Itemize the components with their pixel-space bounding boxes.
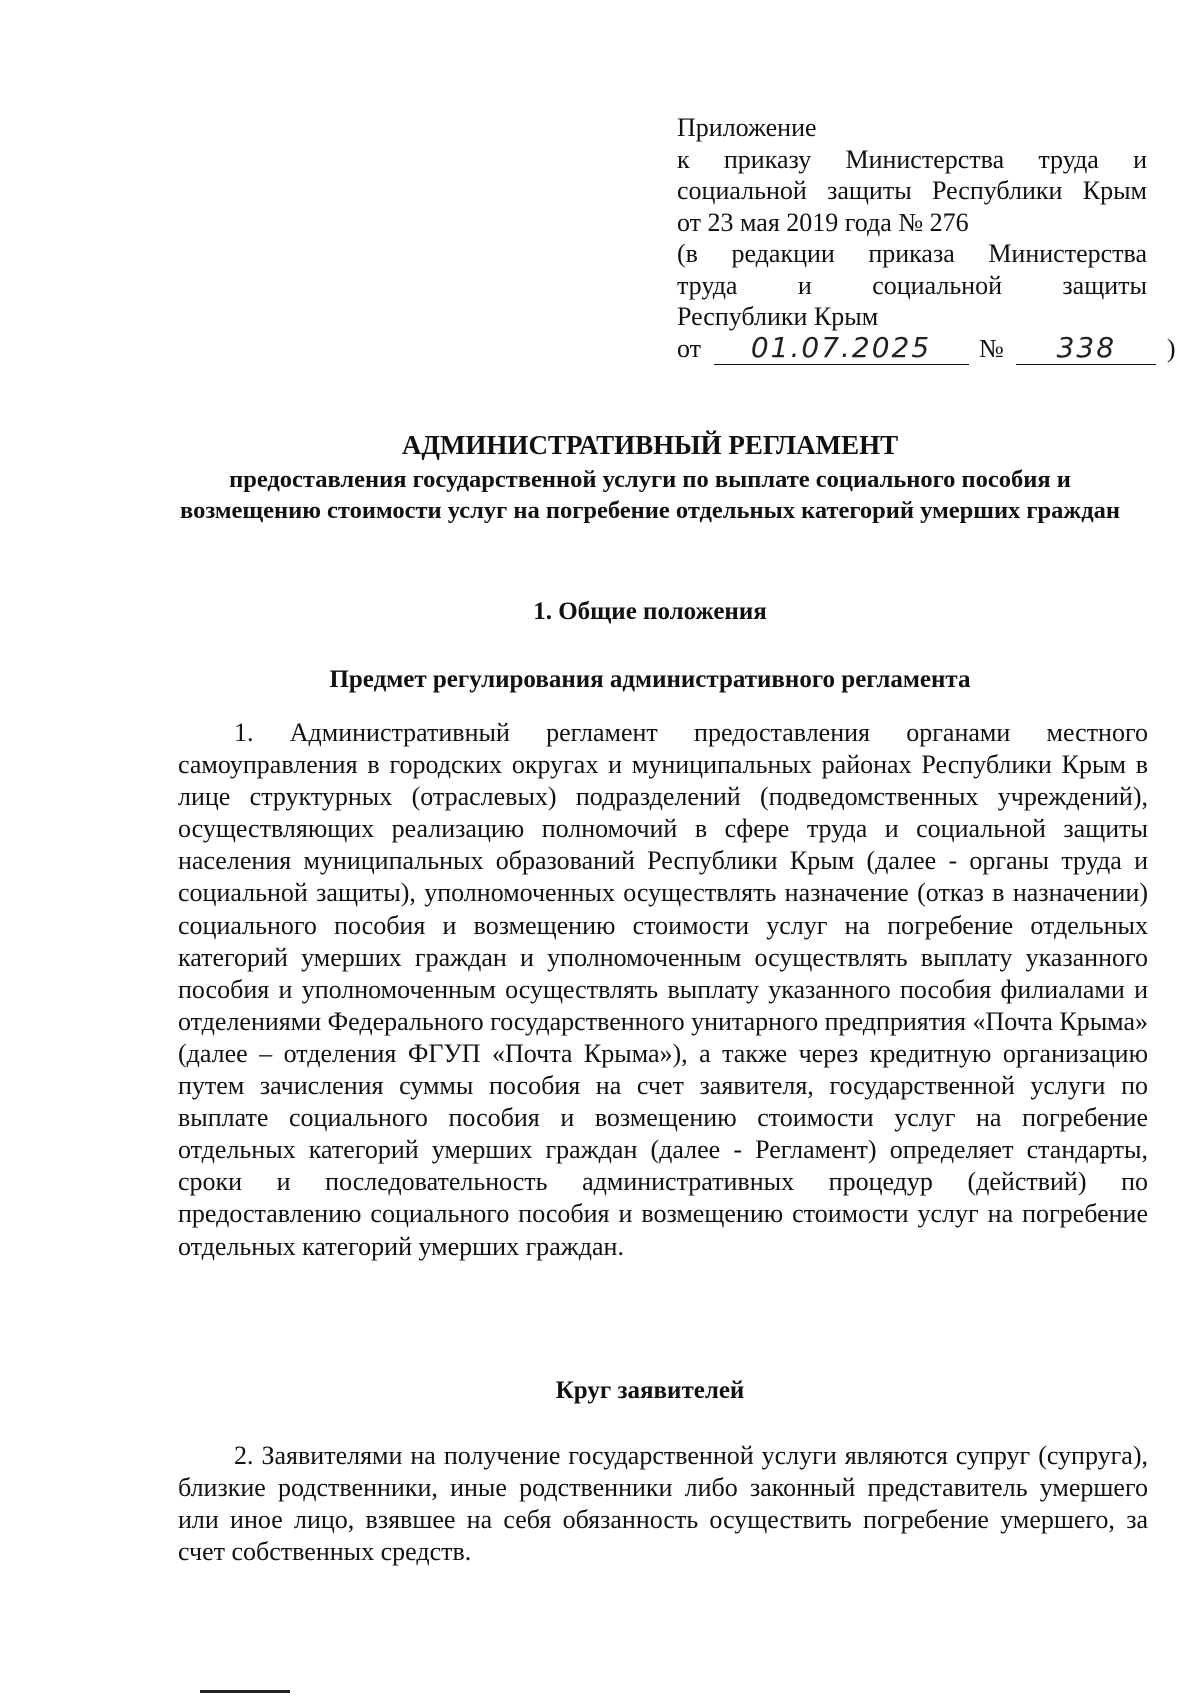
appendix-order-line: к приказу Министерства труда и	[677, 144, 1147, 174]
revision-date-number-line	[677, 330, 1176, 365]
paragraph-2: 2. Заявителями на получение государственной услуги являются супруг (супруга), близкие родственники, иные родственники либо законный представитель умершего или иное лицо, взявшее на себя обязанность осуществить погребение умершего, за счет собственных средств.	[178, 1441, 1148, 1567]
paragraph-1: 1. Административный регламент предоставления органами местного самоуправления в городских округах и муниципальных районах Республики Крым в лице структурных (отраслевых) подразделений (подведомственных учреждений), осуществляющих реализацию полномочий в сфере труда и социальной защиты населения муниципальных образований Республики Крым (далее - органы труда и социальной защиты), уполномоченных осуществлять назначение (отказ в назначении) социального пособия и возмещению стоимости услуг на погребение отдельных категорий умерших граждан и уполномоченным осуществлять выплату указанного пособия и уполномоченным осуществлять выплату указанного пособия филиалами и отделениями Федерального государственного унитарного предприятия «Почта Крыма» (далее – отделения ФГУП «Почта Крыма»), а также через кредитную организацию путем зачисления суммы пособия на счет заявителя, государственной услуги по выплате социального пособия и возмещению стоимости услуг на погребение отдельных категорий умерших граждан (далее - Регламент) определяет стандарты, сроки и последовательность административных процедур (действий) по предоставлению социального пособия и возмещению стоимости услуг на погребение отдельных категорий умерших граждан.	[178, 718, 1148, 1261]
document-subtitle: предоставления государственной услуги по выплате социального пособия и возмещению стоимости услуг на погребение отдельных категорий умерших граждан	[180, 466, 1120, 524]
appendix-revision-line: (в редакции приказа Министерства	[677, 239, 1147, 268]
appendix-block	[677, 112, 1176, 365]
section-heading-general: 1. Общие положения	[533, 598, 767, 625]
section-heading-applicants: Круг заявителей	[555, 1377, 745, 1404]
from-label: от	[677, 333, 702, 363]
appendix-revision-line-3: Республики Крым	[677, 302, 879, 331]
handwritten-number: 338	[1016, 334, 1156, 365]
number-label: №	[979, 333, 1004, 363]
closing-paren: )	[1166, 333, 1176, 363]
cut-off-text-fragment	[200, 1690, 290, 1693]
document-title-block	[160, 428, 1140, 526]
appendix-date-line: от 23 мая 2019 года № 276	[677, 207, 969, 237]
section-heading-subject: Предмет регулирования административного регламента	[329, 666, 971, 693]
appendix-ministry-line: социальной защиты Республики Крым	[677, 176, 1147, 205]
appendix-revision-line-2: труда и социальной защиты	[677, 270, 1147, 300]
appendix-label: Приложение	[677, 113, 817, 142]
document-title: АДМИНИСТРАТИВНЫЙ РЕГЛАМЕНТ	[401, 430, 899, 460]
handwritten-date: 01.07.2025	[714, 334, 969, 365]
